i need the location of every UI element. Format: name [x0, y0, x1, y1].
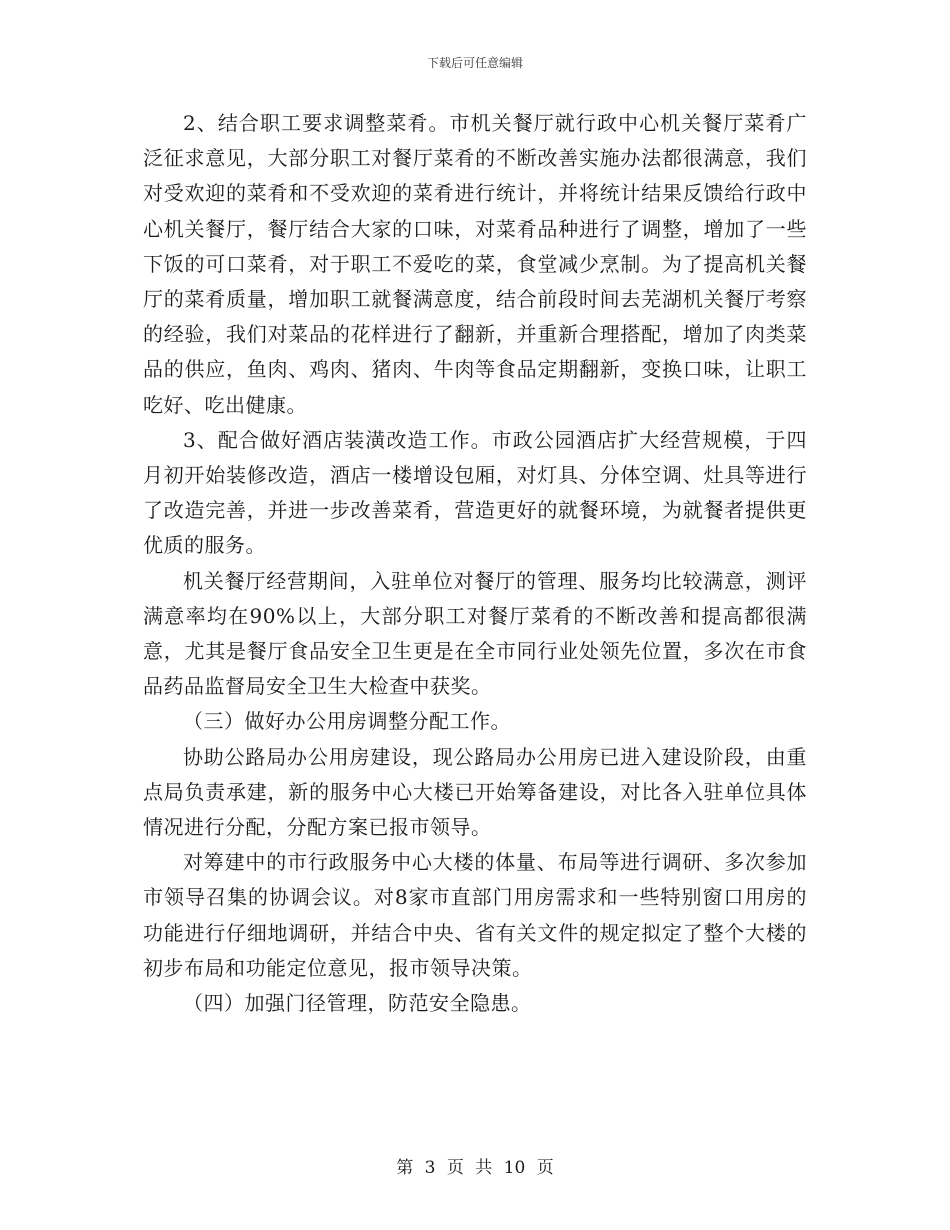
page-header: 下载后可任意编辑 — [426, 56, 523, 70]
paragraph-highway-bureau: 协助公路局办公用房建设，现公路局办公用房已进入建设阶段，由重点局负责承建，新的服务中心大楼已开始筹备建设，对比各入驻单位具体情况进行分配，分配方案已报市领导。 — [143, 744, 807, 840]
paragraph-satisfaction: 机关餐厅经营期间，入驻单位对餐厅的管理、服务均比较满意，测评满意率均在90%以上，大部分职工对餐厅菜肴的不断改善和提高都很满意，尤其是餐厅食品安全卫生更是在全市同行业处领先位置，多次在市食品药品监督局安全卫生大检查中获奖。 — [143, 568, 807, 699]
paragraph-menu-adjustment: 2、结合职工要求调整菜肴。市机关餐厅就行政中心机关餐厅菜肴广泛征求意见，大部分职工对餐厅菜肴的不断改善实施办法都很满意，我们对受欢迎的菜肴和不受欢迎的菜肴进行统计，并将统计结果反馈给行政中心机关餐厅，餐厅结合大家的口味，对菜肴品种进行了调整，增加了一些下饭的可口菜肴，对于职工不爱吃的菜，食堂减少烹制。为了提高机关餐厅的菜肴质量，增加职工就餐满意度，结合前段时间去芜湖机关餐厅考察的经验，我们对菜品的花样进行了翻新，并重新合理搭配，增加了肉类菜品的供应，鱼肉、鸡肉、猪肉、牛肉等食品定期翻新，变换口味，让职工吃好、吃出健康。 — [143, 111, 807, 417]
section-heading-office-allocation: （三）做好办公用房调整分配工作。 — [183, 709, 511, 734]
paragraph-hotel-renovation: 3、配合做好酒店装潢改造工作。市政公园酒店扩大经营规模，于四月初开始装修改造，酒店一楼增设包厢，对灯具、分体空调、灶具等进行了改造完善，并进一步改善菜肴，营造更好的就餐环境，为就餐者提供更优质的服务。 — [143, 427, 807, 558]
paragraph-service-center: 对筹建中的市行政服务中心大楼的体量、布局等进行调研、多次参加市领导召集的协调会议。对8家市直部门用房需求和一些特别窗口用房的功能进行仔细地调研，并结合中央、省有关文件的规定拟定了整个大楼的初步布局和功能定位意见，报市领导决策。 — [143, 850, 807, 980]
section-heading-security: （四）加强门径管理，防范安全隐患。 — [183, 991, 532, 1016]
page-footer: 第 3 页 共 10 页 — [396, 1158, 554, 1178]
document-body — [143, 106, 807, 1021]
